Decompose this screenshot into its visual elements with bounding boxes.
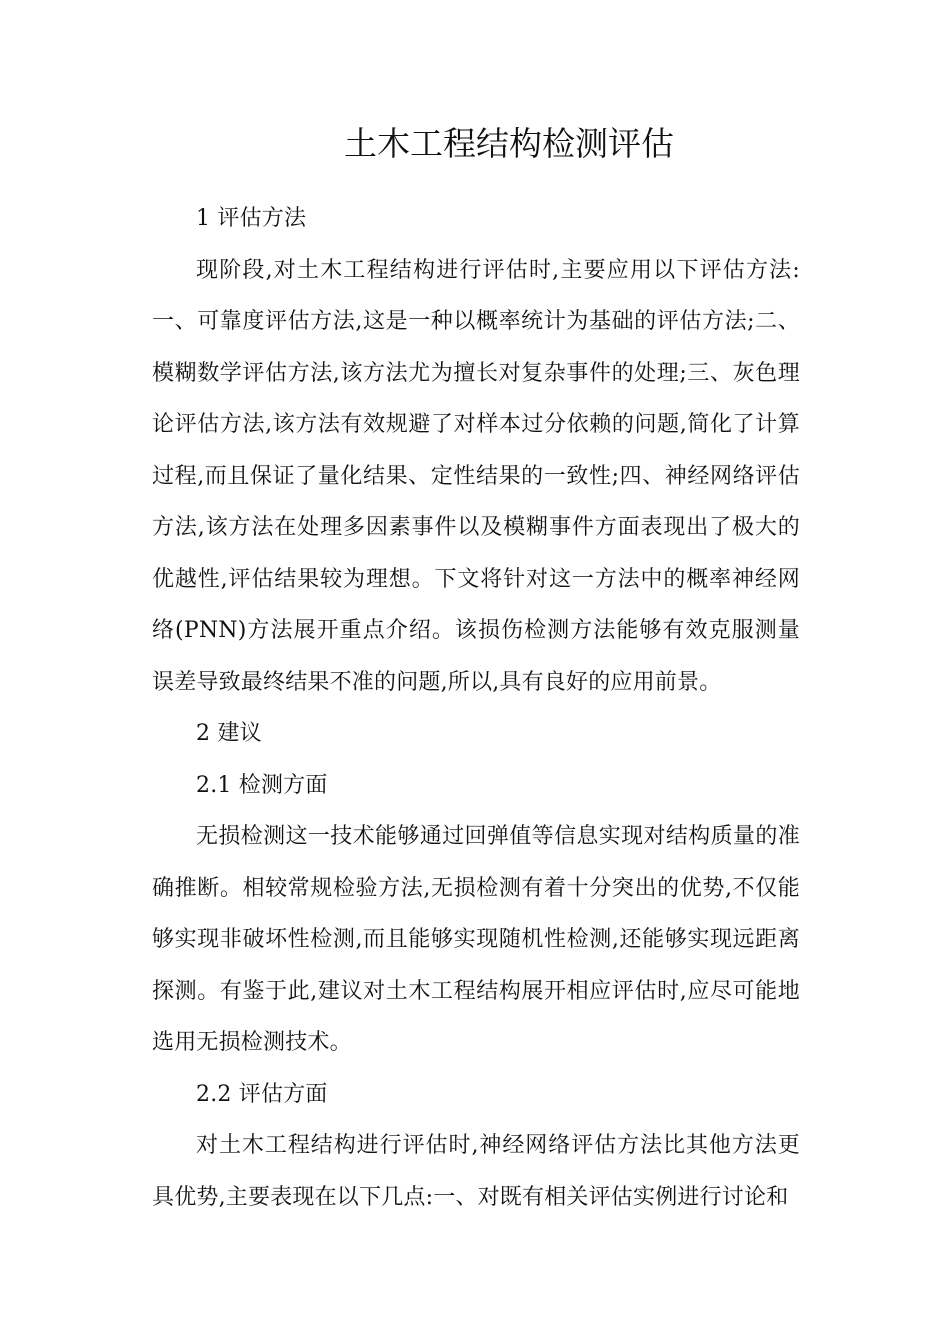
section-heading-suggestions: 2 建议	[196, 721, 262, 746]
paragraph-evaluation-methods: 现阶段,对土木工程结构进行评估时,主要应用以下评估方法:一、可靠度评估方法,这是一种以概率统计为基础的评估方法;二、模糊数学评估方法,该方法尤为擅长对复杂事件的处理;三、灰色理论评估方法,该方法有效规避了对样本过分依赖的问题,简化了计算过程,而且保证了量化结果、定性结果的一致性;四、神经网络评估方法,该方法在处理多因素事件以及模糊事件方面表现出了极大的优越性,评估结果较为理想。下文将针对这一方法中的概率神经网络(PNN)方法展开重点介绍。该损伤检测方法能够有效克服测量误差导致最终结果不准的问题,所以,具有良好的应用前景。	[152, 257, 800, 695]
section-heading-evaluation-methods: 1 评估方法	[196, 206, 307, 231]
subsection-heading-detection: 2.1 检测方面	[196, 772, 328, 798]
paragraph-evaluation: 对土木工程结构进行评估时,神经网络评估方法比其他方法更具优势,主要表现在以下几点:一、对既有相关评估实例进行讨论和	[152, 1133, 800, 1210]
subsection-heading-evaluation: 2.2 评估方面	[196, 1081, 328, 1107]
paragraph-detection: 无损检测这一技术能够通过回弹值等信息实现对结构质量的准确推断。相较常规检验方法,无损检测有着十分突出的优势,不仅能够实现非破坏性检测,而且能够实现随机性检测,还能够实现远距离探测。有鉴于此,建议对土木工程结构展开相应评估时,应尽可能地选用无损检测技术。	[152, 824, 800, 1055]
document-body	[152, 193, 800, 1223]
document-title: 土木工程结构检测评估	[344, 124, 674, 163]
